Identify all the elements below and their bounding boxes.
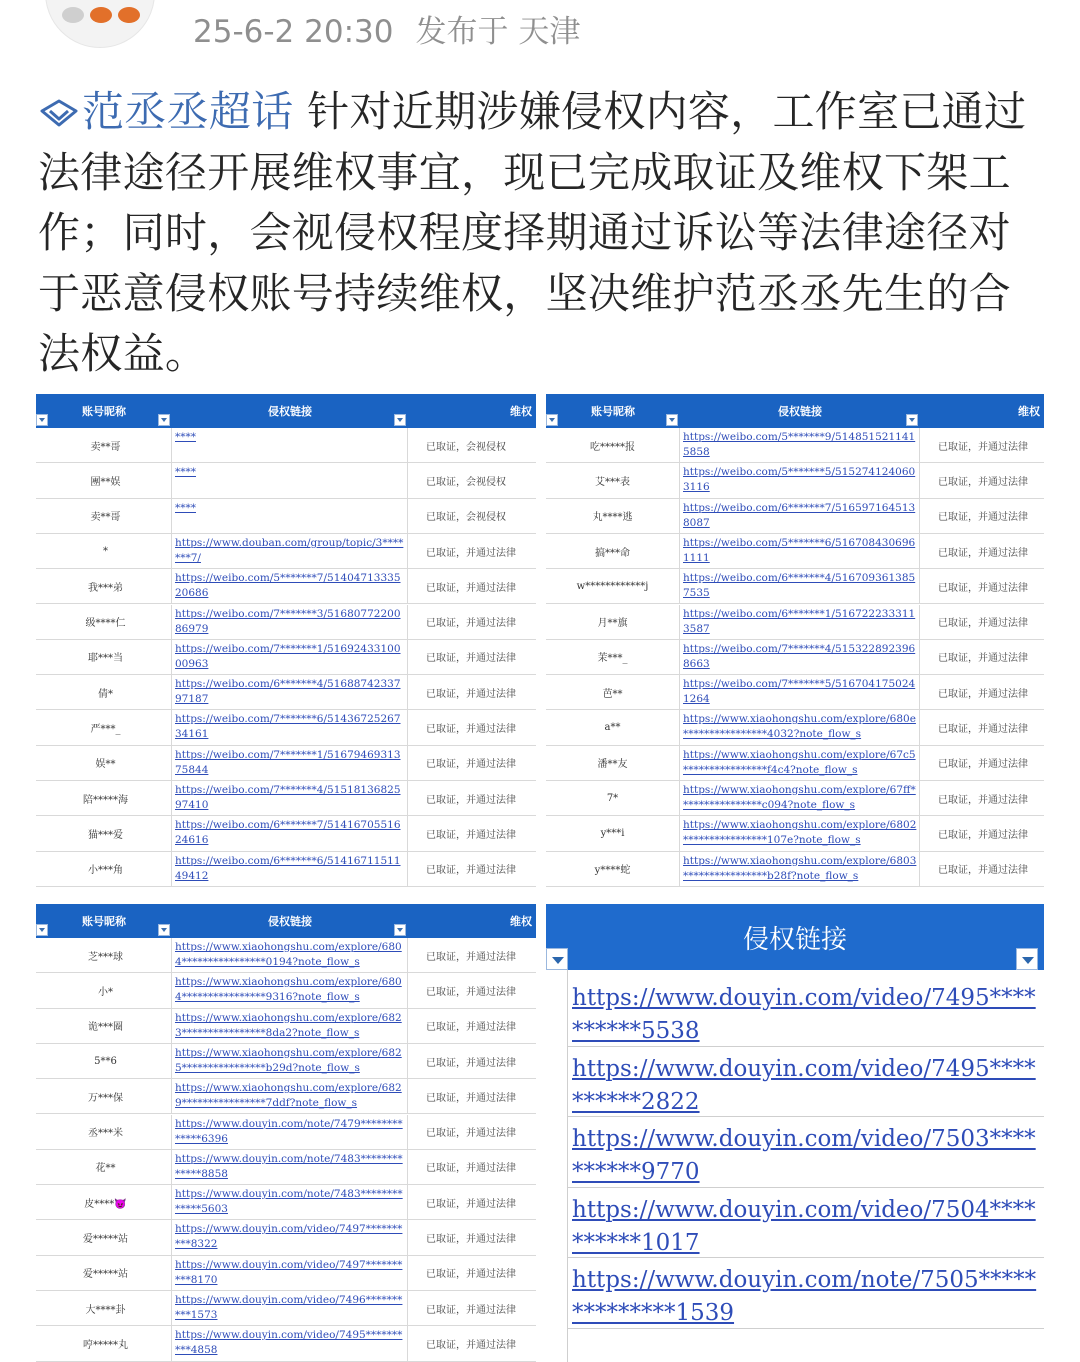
post-body: [38, 82, 1048, 385]
avatar[interactable]: [45, 0, 155, 48]
filter-dropdown-icon[interactable]: [666, 414, 678, 426]
table-row: [546, 640, 1044, 675]
table-row: [36, 1115, 536, 1150]
table-row: [36, 675, 536, 710]
infringing-link[interactable]: https://www.douyin.com/video/7497**********8322: [172, 1220, 408, 1254]
account-name: 花**: [40, 1150, 172, 1184]
infringing-link[interactable]: https://www.xiaohongshu.com/explore/6804****************0194?note_flow_s: [172, 938, 408, 972]
status-cell: 已取证，并通过法律: [426, 759, 516, 771]
filter-dropdown-icon[interactable]: [36, 414, 48, 426]
post-meta: [193, 6, 580, 51]
header-name: 账号昵称: [36, 904, 172, 938]
status-cell: 已取证，并通过法律: [938, 547, 1028, 559]
post-text: 针对近期涉嫌侵权内容，工作室已通过法律途径开展维权事宜，现已完成取证及维权下架工作；同时，会视侵权程度择期通过诉讼等法律途径对于恶意侵权账号持续维权，坚决维护范丞丞先生的合法权益。: [38, 87, 1027, 378]
infringing-link[interactable]: https://weibo.com/6*******7/5141670551624616: [172, 816, 408, 850]
header-status: 维权: [408, 904, 536, 938]
header-link: 侵权链接: [172, 394, 408, 428]
account-name: a**: [546, 710, 680, 744]
account-name: *: [40, 534, 172, 568]
table-row: [36, 938, 536, 973]
status-cell: 已取证，并通过法律: [426, 547, 516, 559]
account-name: 吃*****报: [546, 428, 680, 462]
infringing-link[interactable]: https://weibo.com/6*******6/5141671151149412: [172, 852, 408, 886]
account-name: 陪*****海: [40, 781, 172, 815]
account-name: 丸****逃: [546, 499, 680, 533]
zoomed-link[interactable]: https://www.douyin.com/video/7504**********1017: [568, 1188, 1044, 1259]
infringing-link[interactable]: https://weibo.com/5*******6/5167084306961111: [680, 534, 920, 568]
table-image-2[interactable]: [546, 394, 1044, 888]
zoomed-header: [546, 904, 1044, 970]
account-name: 團**娱: [40, 463, 172, 497]
status-cell: 已取证，并通过法律: [426, 618, 516, 630]
status-cell: 已取证，并通过法律: [426, 829, 516, 841]
post-time: 25-6-2 20:30: [193, 14, 394, 50]
infringing-link[interactable]: ****: [172, 428, 408, 462]
status-cell: 已取证，并通过法律: [938, 653, 1028, 665]
infringing-link[interactable]: https://weibo.com/6*******4/5168874233797187: [172, 675, 408, 709]
account-name: 搞***命: [546, 534, 680, 568]
header-name: 账号昵称: [36, 394, 172, 428]
status-cell: 已取证，并通过法律: [426, 986, 516, 998]
account-name: 月**旗: [546, 605, 680, 639]
table-row: [36, 1256, 536, 1291]
table-row: [546, 746, 1044, 781]
account-name: 诡***圈: [40, 1009, 172, 1043]
infringing-link[interactable]: https://weibo.com/5*******7/5140471333520686: [172, 569, 408, 603]
infringing-link[interactable]: https://www.xiaohongshu.com/explore/6829****************7ddf?note_flow_s: [172, 1079, 408, 1113]
account-name: 艾***表: [546, 463, 680, 497]
account-name: 芝***球: [40, 938, 172, 972]
infringing-link[interactable]: https://www.douyin.com/note/7479*************6396: [172, 1115, 408, 1149]
diamond-icon: [38, 98, 80, 128]
status-cell: 已取证，并通过法律: [938, 476, 1028, 488]
account-name: 芭**: [546, 675, 680, 709]
table-row: [546, 816, 1044, 851]
status-cell: 已取证，并通过法律: [938, 512, 1028, 524]
infringing-link[interactable]: https://weibo.com/6*******4/5167093613857535: [680, 569, 920, 603]
table-row: [36, 463, 536, 498]
avatar-image: [58, 7, 144, 27]
infringing-link[interactable]: https://www.xiaohongshu.com/explore/6823****************8da2?note_flow_s: [172, 1009, 408, 1043]
account-name: 万***保: [40, 1079, 172, 1113]
table-row: [36, 1326, 536, 1361]
infringing-link[interactable]: https://weibo.com/7*******1/5169243310000963: [172, 640, 408, 674]
filter-dropdown-icon[interactable]: [158, 924, 170, 936]
status-cell: 已取证，并通过法律: [426, 1304, 516, 1316]
table-row: [546, 499, 1044, 534]
header-link: 侵权链接: [172, 904, 408, 938]
table-row: [36, 1291, 536, 1326]
status-cell: 已取证，并通过法律: [938, 582, 1028, 594]
table-row: [36, 1044, 536, 1079]
zoomed-link[interactable]: https://www.douyin.com/video/7503**********9770: [568, 1117, 1044, 1188]
filter-dropdown-icon[interactable]: [546, 414, 558, 426]
table-row: [36, 428, 536, 463]
account-name: 皮****😈: [40, 1185, 172, 1219]
table-row: [546, 569, 1044, 604]
status-cell: 已取证，并通过法律: [938, 759, 1028, 771]
infringing-link[interactable]: https://weibo.com/5*******9/5148515211415858: [680, 428, 920, 462]
table-image-zoomed[interactable]: [546, 904, 1044, 1362]
table-row: [546, 675, 1044, 710]
filter-dropdown-icon[interactable]: [906, 414, 918, 426]
infringing-link[interactable]: https://www.douyin.com/note/7483*************5603: [172, 1185, 408, 1219]
table-row: [36, 973, 536, 1008]
table-row: [546, 534, 1044, 569]
zoomed-link[interactable]: https://www.douyin.com/note/7505**************1539: [568, 1258, 1044, 1329]
header-name: 账号昵称: [546, 394, 680, 428]
account-name: 哼*****丸: [40, 1326, 172, 1360]
status-cell: 已取证，并通过法律: [938, 865, 1028, 877]
infringing-link[interactable]: https://www.xiaohongshu.com/explore/6802****************107e?note_flow_s: [680, 816, 920, 850]
table-row: [36, 569, 536, 604]
account-name: 潘**友: [546, 746, 680, 780]
account-name: 猫***爱: [40, 816, 172, 850]
infringing-link[interactable]: https://weibo.com/7*******4/5153228923968663: [680, 640, 920, 674]
filter-dropdown-icon[interactable]: [394, 414, 406, 426]
infringing-link[interactable]: https://www.xiaohongshu.com/explore/6825****************b29d?note_flow_s: [172, 1044, 408, 1078]
zoomed-link[interactable]: https://www.douyin.com/video/7495**********5538: [568, 976, 1044, 1047]
table-row: [546, 781, 1044, 816]
infringing-link[interactable]: https://weibo.com/6*******1/5167222333113587: [680, 605, 920, 639]
infringing-link[interactable]: https://www.douyin.com/video/7497**********8170: [172, 1256, 408, 1290]
table-row: [36, 1150, 536, 1185]
infringing-link[interactable]: https://www.xiaohongshu.com/explore/6803****************b28f?note_flow_s: [680, 852, 920, 886]
table-row: [36, 781, 536, 816]
status-cell: 已取证，并通过法律: [426, 1234, 516, 1246]
status-cell: 已取证，并通过法律: [426, 1339, 516, 1351]
account-name: 卖**哥: [40, 428, 172, 462]
status-cell: 已取证，并通过法律: [426, 582, 516, 594]
status-cell: 已取证，并通过法律: [426, 1128, 516, 1140]
table-image-1[interactable]: [36, 394, 536, 888]
table-row: [546, 852, 1044, 887]
infringing-link[interactable]: https://www.douban.com/group/topic/3*******7/: [172, 534, 408, 568]
zoomed-link[interactable]: https://www.douyin.com/video/7495**********2822: [568, 1047, 1044, 1118]
account-name: 丞***米: [40, 1115, 172, 1149]
infringing-link[interactable]: ****: [172, 463, 408, 497]
table-row: [36, 640, 536, 675]
table-row: [36, 1220, 536, 1255]
status-cell: 已取证，并通过法律: [426, 688, 516, 700]
status-cell: 已取证，并通过法律: [426, 794, 516, 806]
status-cell: 已取证，并通过法律: [426, 1092, 516, 1104]
table-row: [546, 710, 1044, 745]
table-row: [546, 463, 1044, 498]
status-cell: 已取证，并通过法律: [426, 1022, 516, 1034]
header-status: 维权: [408, 394, 536, 428]
filter-dropdown-icon[interactable]: [36, 924, 48, 936]
filter-dropdown-icon[interactable]: [394, 924, 406, 936]
status-cell: 已取证，并通过法律: [426, 1269, 516, 1281]
status-cell: 已取证，并通过法律: [938, 829, 1028, 841]
account-name: 小***角: [40, 852, 172, 886]
table-row: [36, 499, 536, 534]
table-row: [36, 1079, 536, 1114]
account-name: 大****卦: [40, 1291, 172, 1325]
table-image-3[interactable]: [36, 904, 536, 1362]
header-status: 维权: [920, 394, 1044, 428]
account-name: 我***弟: [40, 569, 172, 603]
status-cell: 已取证，并通过法律: [938, 441, 1028, 453]
status-cell: 已取证，并通过法律: [426, 653, 516, 665]
account-name: 倩*: [40, 675, 172, 709]
infringing-link[interactable]: https://weibo.com/7*******4/5151813682597410: [172, 781, 408, 815]
table-row: [36, 605, 536, 640]
infringing-link[interactable]: https://www.douyin.com/note/7483*************8858: [172, 1150, 408, 1184]
status-cell: 已取证，并通过法律: [426, 1163, 516, 1175]
status-cell: 已取证，并通过法律: [938, 618, 1028, 630]
infringing-link[interactable]: https://weibo.com/5*******5/5152741240603116: [680, 463, 920, 497]
account-name: 爱*****站: [40, 1256, 172, 1290]
infringing-link[interactable]: https://weibo.com/7*******1/5167946931375844: [172, 746, 408, 780]
infringing-link[interactable]: ****: [172, 499, 408, 533]
filter-dropdown-icon[interactable]: [158, 414, 170, 426]
table-row: [36, 534, 536, 569]
status-cell: 已取证，并通过法律: [938, 794, 1028, 806]
infringing-link[interactable]: https://www.xiaohongshu.com/explore/67c5****************f4c4?note_flow_s: [680, 746, 920, 780]
infringing-link[interactable]: https://weibo.com/7*******3/5168077220086979: [172, 605, 408, 639]
table-row: [546, 428, 1044, 463]
infringing-link[interactable]: https://www.douyin.com/video/7495**********4858: [172, 1326, 408, 1360]
account-name: 爱*****站: [40, 1220, 172, 1254]
account-name: w************j: [546, 569, 680, 603]
table-row: [36, 1009, 536, 1044]
account-name: 娱**: [40, 746, 172, 780]
account-name: 耶***当: [40, 640, 172, 674]
status-cell: 已取证，并通过法律: [938, 724, 1028, 736]
status-cell: 已取证，会视侵权: [426, 441, 506, 453]
table-row: [36, 746, 536, 781]
infringing-link[interactable]: https://weibo.com/7*******5/5167041750241264: [680, 675, 920, 709]
table-row: [36, 710, 536, 745]
status-cell: 已取证，并通过法律: [426, 1057, 516, 1069]
filter-dropdown-icon[interactable]: [1016, 948, 1038, 970]
header-link: 侵权链接: [680, 394, 920, 428]
status-cell: 已取证，并通过法律: [426, 724, 516, 736]
account-name: 7*: [546, 781, 680, 815]
account-name: 严***_: [40, 710, 172, 744]
account-name: 级****仁: [40, 605, 172, 639]
status-cell: 已取证，并通过法律: [938, 688, 1028, 700]
account-name: y***i: [546, 816, 680, 850]
status-cell: 已取证，并通过法律: [426, 865, 516, 877]
status-cell: 已取证，会视侵权: [426, 476, 506, 488]
zoomed-header-label: 侵权链接: [742, 924, 847, 955]
account-name: 小*: [40, 973, 172, 1007]
infringing-link[interactable]: https://www.xiaohongshu.com/explore/67ff****************c094?note_flow_s: [680, 781, 920, 815]
infringing-link[interactable]: https://www.xiaohongshu.com/explore/6804****************9316?note_flow_s: [172, 973, 408, 1007]
filter-dropdown-icon[interactable]: [546, 948, 568, 970]
account-name: 卖**哥: [40, 499, 172, 533]
status-cell: 已取证，并通过法律: [426, 1198, 516, 1210]
topic-label: 范丞丞超话: [82, 87, 294, 136]
account-name: 5**6: [40, 1044, 172, 1078]
status-cell: 已取证，并通过法律: [426, 951, 516, 963]
infringing-link[interactable]: https://www.douyin.com/video/7496**********1573: [172, 1291, 408, 1325]
infringing-link[interactable]: https://weibo.com/7*******6/5143672526734161: [172, 710, 408, 744]
table-row: [36, 816, 536, 851]
infringing-link[interactable]: https://weibo.com/6*******7/5165971645138087: [680, 499, 920, 533]
account-name: y****蛇: [546, 852, 680, 886]
row-gutter: [546, 970, 568, 1362]
table-row: [36, 852, 536, 887]
table-row: [36, 1185, 536, 1220]
infringing-link[interactable]: https://www.xiaohongshu.com/explore/680e****************4032?note_flow_s: [680, 710, 920, 744]
account-name: 茉***_: [546, 640, 680, 674]
status-cell: 已取证，会视侵权: [426, 512, 506, 524]
topic-link[interactable]: [38, 87, 294, 136]
post-location: 发布于 天津: [415, 14, 581, 50]
table-row: [546, 605, 1044, 640]
